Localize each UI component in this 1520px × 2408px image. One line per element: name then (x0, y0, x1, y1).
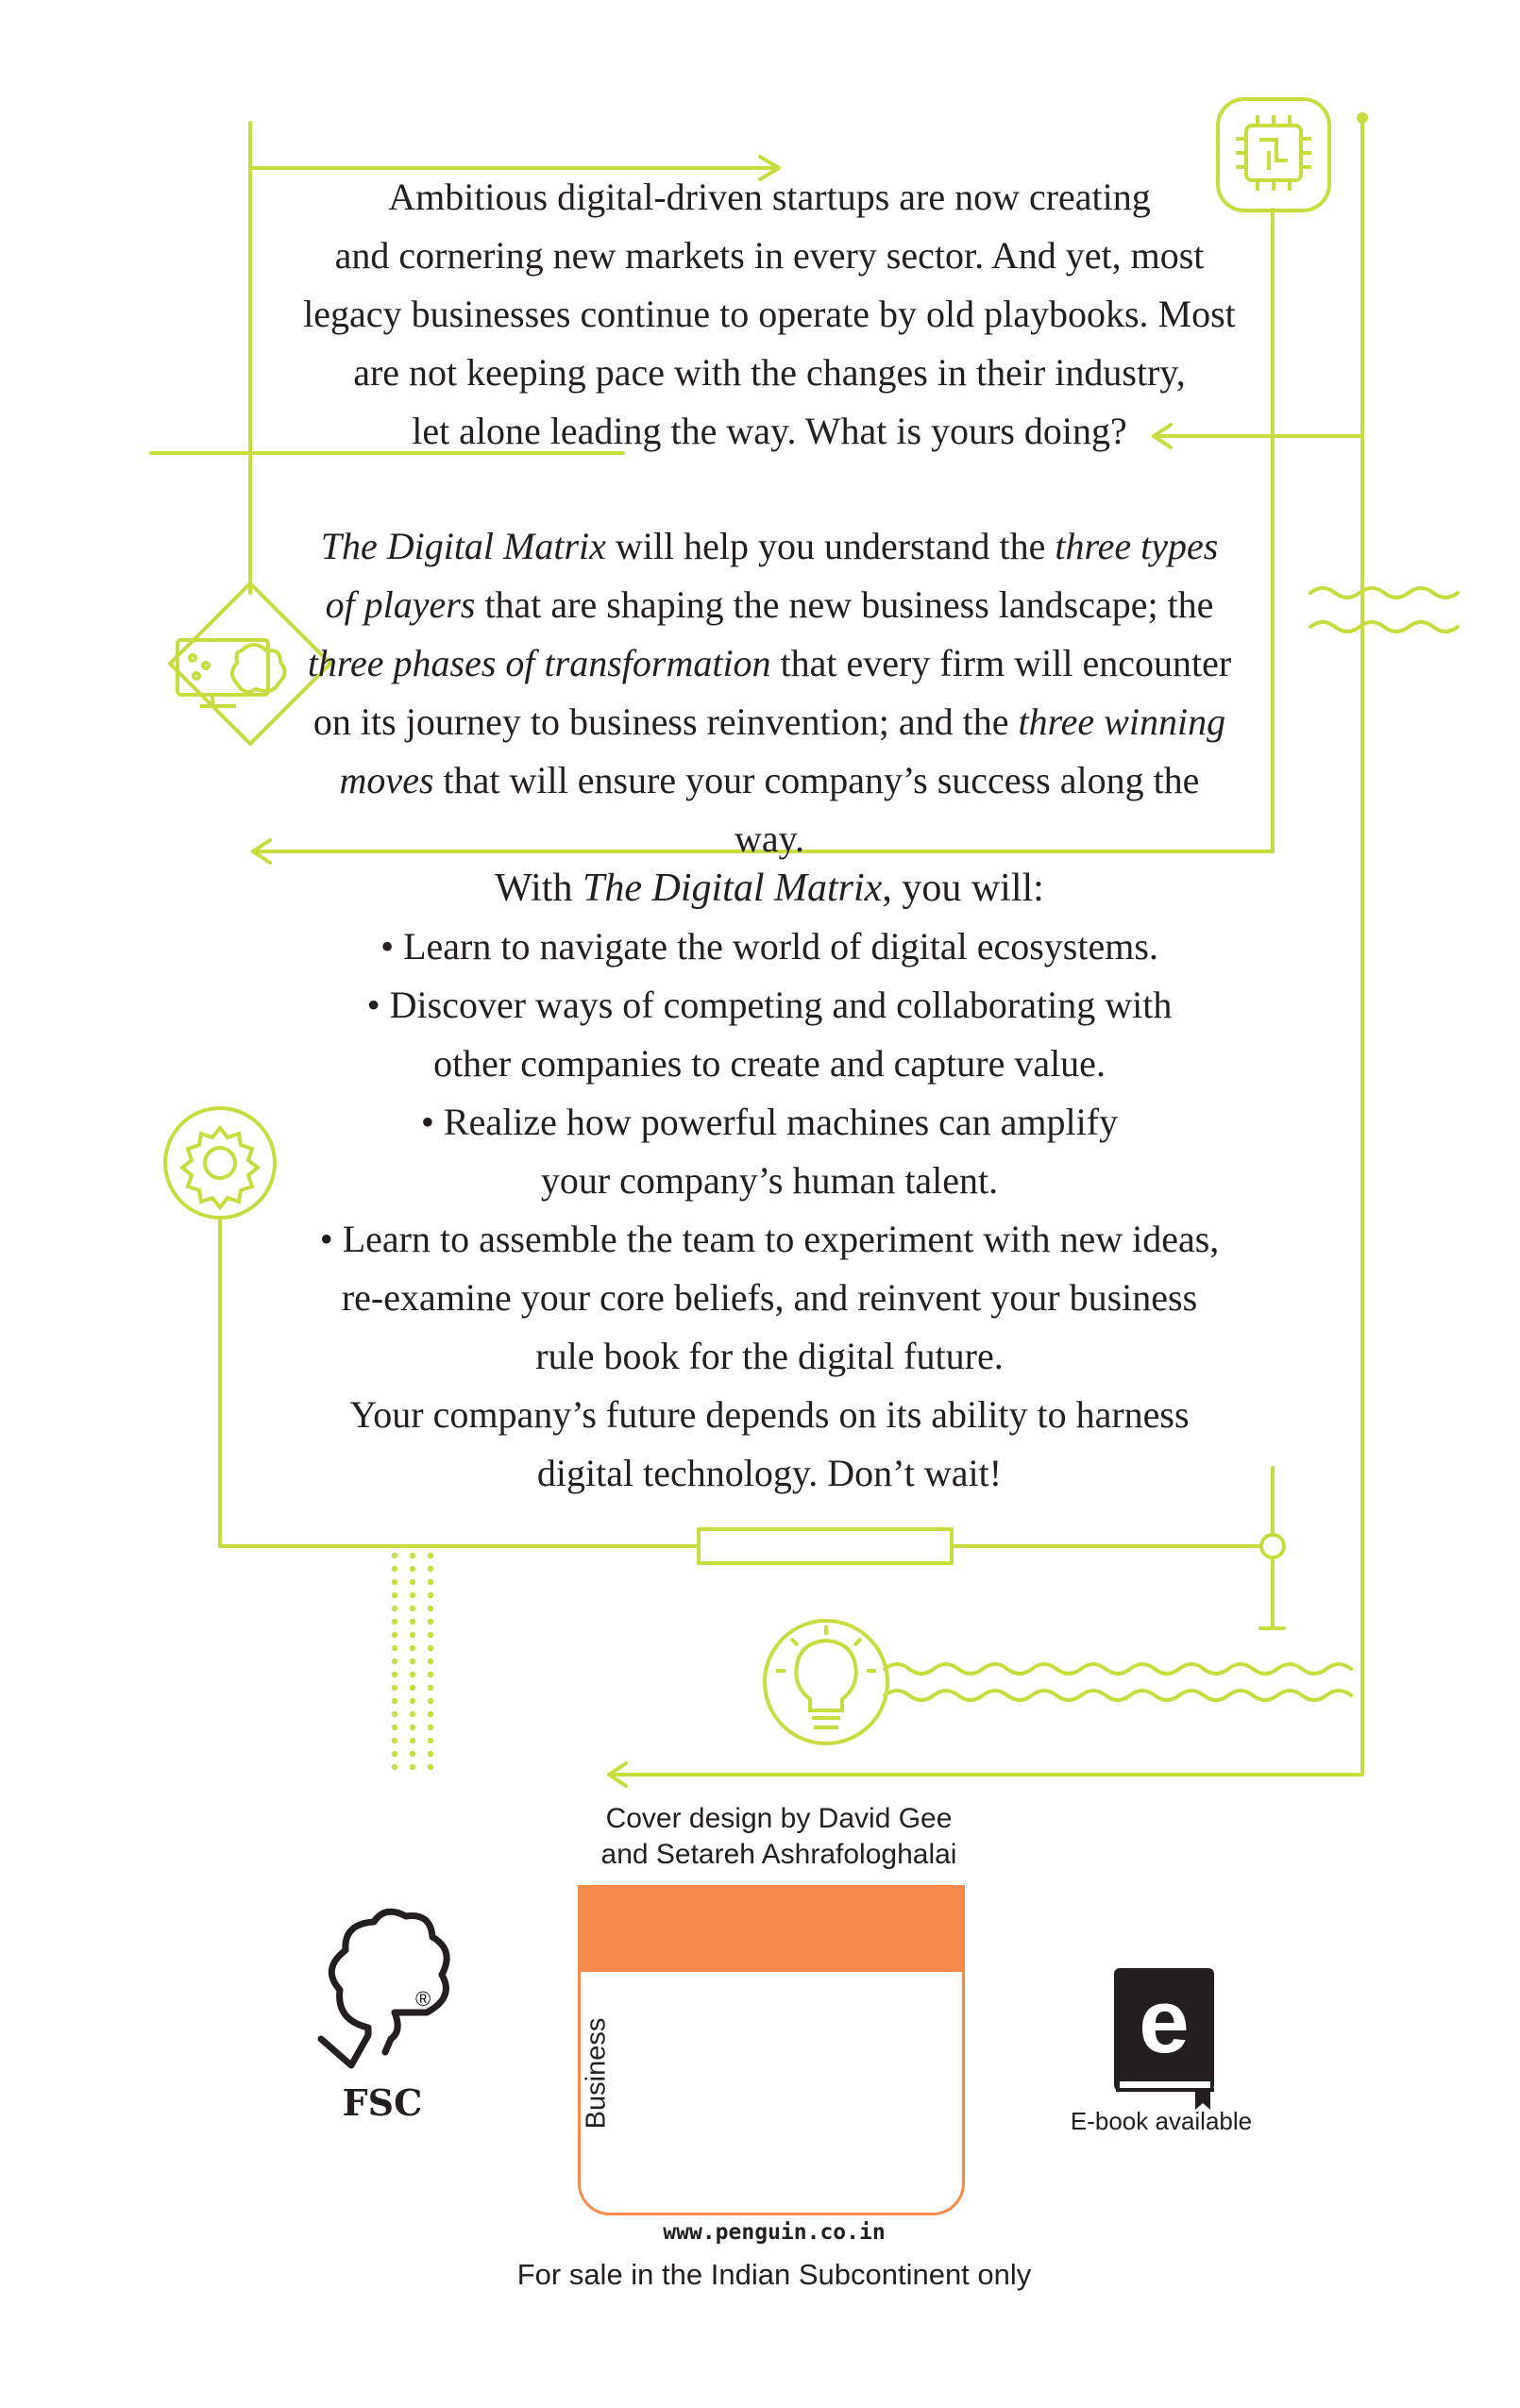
decor-dot (428, 1725, 433, 1730)
decor-dot (410, 1659, 415, 1664)
book-title: The Digital Matrix (320, 525, 606, 567)
decor-dot (392, 1751, 397, 1757)
decor-dot (428, 1592, 433, 1598)
decor-dot (428, 1606, 433, 1611)
publisher-url[interactable]: www.penguin.co.in (663, 2220, 886, 2245)
intro-line: are not keeping pace with the changes in their industry, (353, 351, 1186, 394)
decor-dot (428, 1738, 433, 1743)
decor-dot (410, 1592, 415, 1598)
closing-line: digital technology. Don’t wait! (536, 1452, 1003, 1494)
decor-dot (428, 1619, 433, 1625)
decor-dot (410, 1698, 415, 1704)
summary-line (302, 576, 1237, 634)
decor-dot (392, 1566, 397, 1572)
benefits-paragraph (302, 859, 1237, 1503)
summary-text: on its journey to business reinvention; and the (312, 700, 1019, 743)
decor-dot (410, 1632, 415, 1638)
decor-dot (428, 1579, 433, 1585)
intro-line: and cornering new markets in every sector. And yet, most (334, 234, 1205, 277)
credit-line: Cover design by David Gee (605, 1803, 953, 1834)
ebook-letter: e (1139, 1971, 1190, 2072)
benefit-line: • Learn to assemble the team to experiment with new ideas, (319, 1218, 1220, 1260)
summary-emphasis: three winning (1018, 700, 1226, 743)
summary-text: that are shaping the new business landscape; the (475, 583, 1214, 626)
decor-dot (392, 1659, 397, 1664)
fsc-label: FSC (342, 2081, 423, 2124)
summary-line (302, 634, 1237, 693)
decor-dot (428, 1553, 433, 1558)
closing-line: Your company’s future depends on its ability to harness (349, 1393, 1190, 1436)
benefit-line: your company’s human talent. (540, 1159, 999, 1202)
decor-dot (410, 1751, 415, 1757)
decor-dot (410, 1738, 415, 1743)
decor-dot (428, 1711, 433, 1717)
decor-dot (392, 1764, 397, 1770)
decor-dot (410, 1566, 415, 1572)
registered-mark: ® (415, 1987, 431, 2011)
summary-line (302, 693, 1237, 751)
benefit-line: • Learn to navigate the world of digital ecosystems. (380, 925, 1158, 968)
decor-dot (428, 1751, 433, 1757)
decor-dot (428, 1698, 433, 1704)
benefit-line: re-examine your core beliefs, and reinvent your business (341, 1276, 1198, 1319)
decor-dot (410, 1619, 415, 1625)
decor-dot (428, 1645, 433, 1651)
decor-dot (392, 1738, 397, 1743)
summary-emphasis: three phases of transformation (307, 642, 771, 684)
decor-dot (410, 1685, 415, 1691)
summary-emphasis: three types (1055, 525, 1219, 567)
decor-dot (392, 1725, 397, 1730)
decor-dot (428, 1685, 433, 1691)
summary-line (302, 751, 1237, 868)
decor-dot (392, 1606, 397, 1611)
decor-dot (410, 1711, 415, 1717)
decor-dot (392, 1711, 397, 1717)
intro-line: Ambitious digital-driven startups are now creating (388, 176, 1151, 218)
summary-text: that every firm will encounter (770, 642, 1232, 684)
decor-dot (392, 1592, 397, 1598)
summary-paragraph (302, 517, 1237, 868)
decor-dot (392, 1685, 397, 1691)
decor-dot (410, 1606, 415, 1611)
summary-line (302, 517, 1237, 576)
sale-territory-note: For sale in the Indian Subcontinent only (516, 2258, 1032, 2291)
decor-dot (428, 1632, 433, 1638)
decor-dot (392, 1619, 397, 1625)
decor-dot (428, 1566, 433, 1572)
benefit-line: rule book for the digital future. (535, 1335, 1004, 1377)
decor-dot (410, 1672, 415, 1677)
decor-dot (410, 1579, 415, 1585)
cover-credits (529, 1801, 1029, 1873)
penguin-band (578, 1885, 965, 1972)
decor-dot (392, 1579, 397, 1585)
summary-emphasis: moves (339, 759, 434, 801)
decor-dot (392, 1645, 397, 1651)
intro-line: let alone leading the way. What is yours doing? (412, 410, 1127, 452)
decor-dot (410, 1645, 415, 1651)
decor-dot (428, 1764, 433, 1770)
book-title: The Digital Matrix (582, 867, 883, 910)
decor-dot (428, 1659, 433, 1664)
summary-emphasis: of players (325, 583, 476, 626)
decor-dot (428, 1672, 433, 1677)
decor-dot (392, 1553, 397, 1558)
benefit-line: other companies to create and capture value. (433, 1042, 1106, 1085)
category-label: Business (581, 2017, 612, 2130)
benefits-intro-text: , you will: (882, 867, 1044, 910)
decor-dot (410, 1764, 415, 1770)
benefits-intro (302, 859, 1237, 918)
benefit-line: • Discover ways of competing and collaborating with (366, 984, 1173, 1026)
gear-icon (165, 1108, 275, 1218)
benefits-intro-text: With (495, 867, 583, 910)
decor-dot (410, 1725, 415, 1730)
summary-text: that will ensure your company’s success along the way. (433, 759, 1200, 860)
credit-line: and Setareh Ashrafologhalai (600, 1839, 957, 1870)
ebook-label: E-book available (1070, 2107, 1253, 2135)
decor-dot (392, 1672, 397, 1677)
benefit-line: • Realize how powerful machines can amplify (420, 1101, 1119, 1143)
summary-text: will help you understand the (605, 525, 1056, 567)
decor-dot (392, 1632, 397, 1638)
lightbulb-icon (765, 1621, 887, 1743)
intro-paragraph (302, 168, 1237, 461)
decor-dot (410, 1553, 415, 1558)
decor-dot (392, 1698, 397, 1704)
intro-line: legacy businesses continue to operate by old playbooks. Most (303, 293, 1236, 335)
